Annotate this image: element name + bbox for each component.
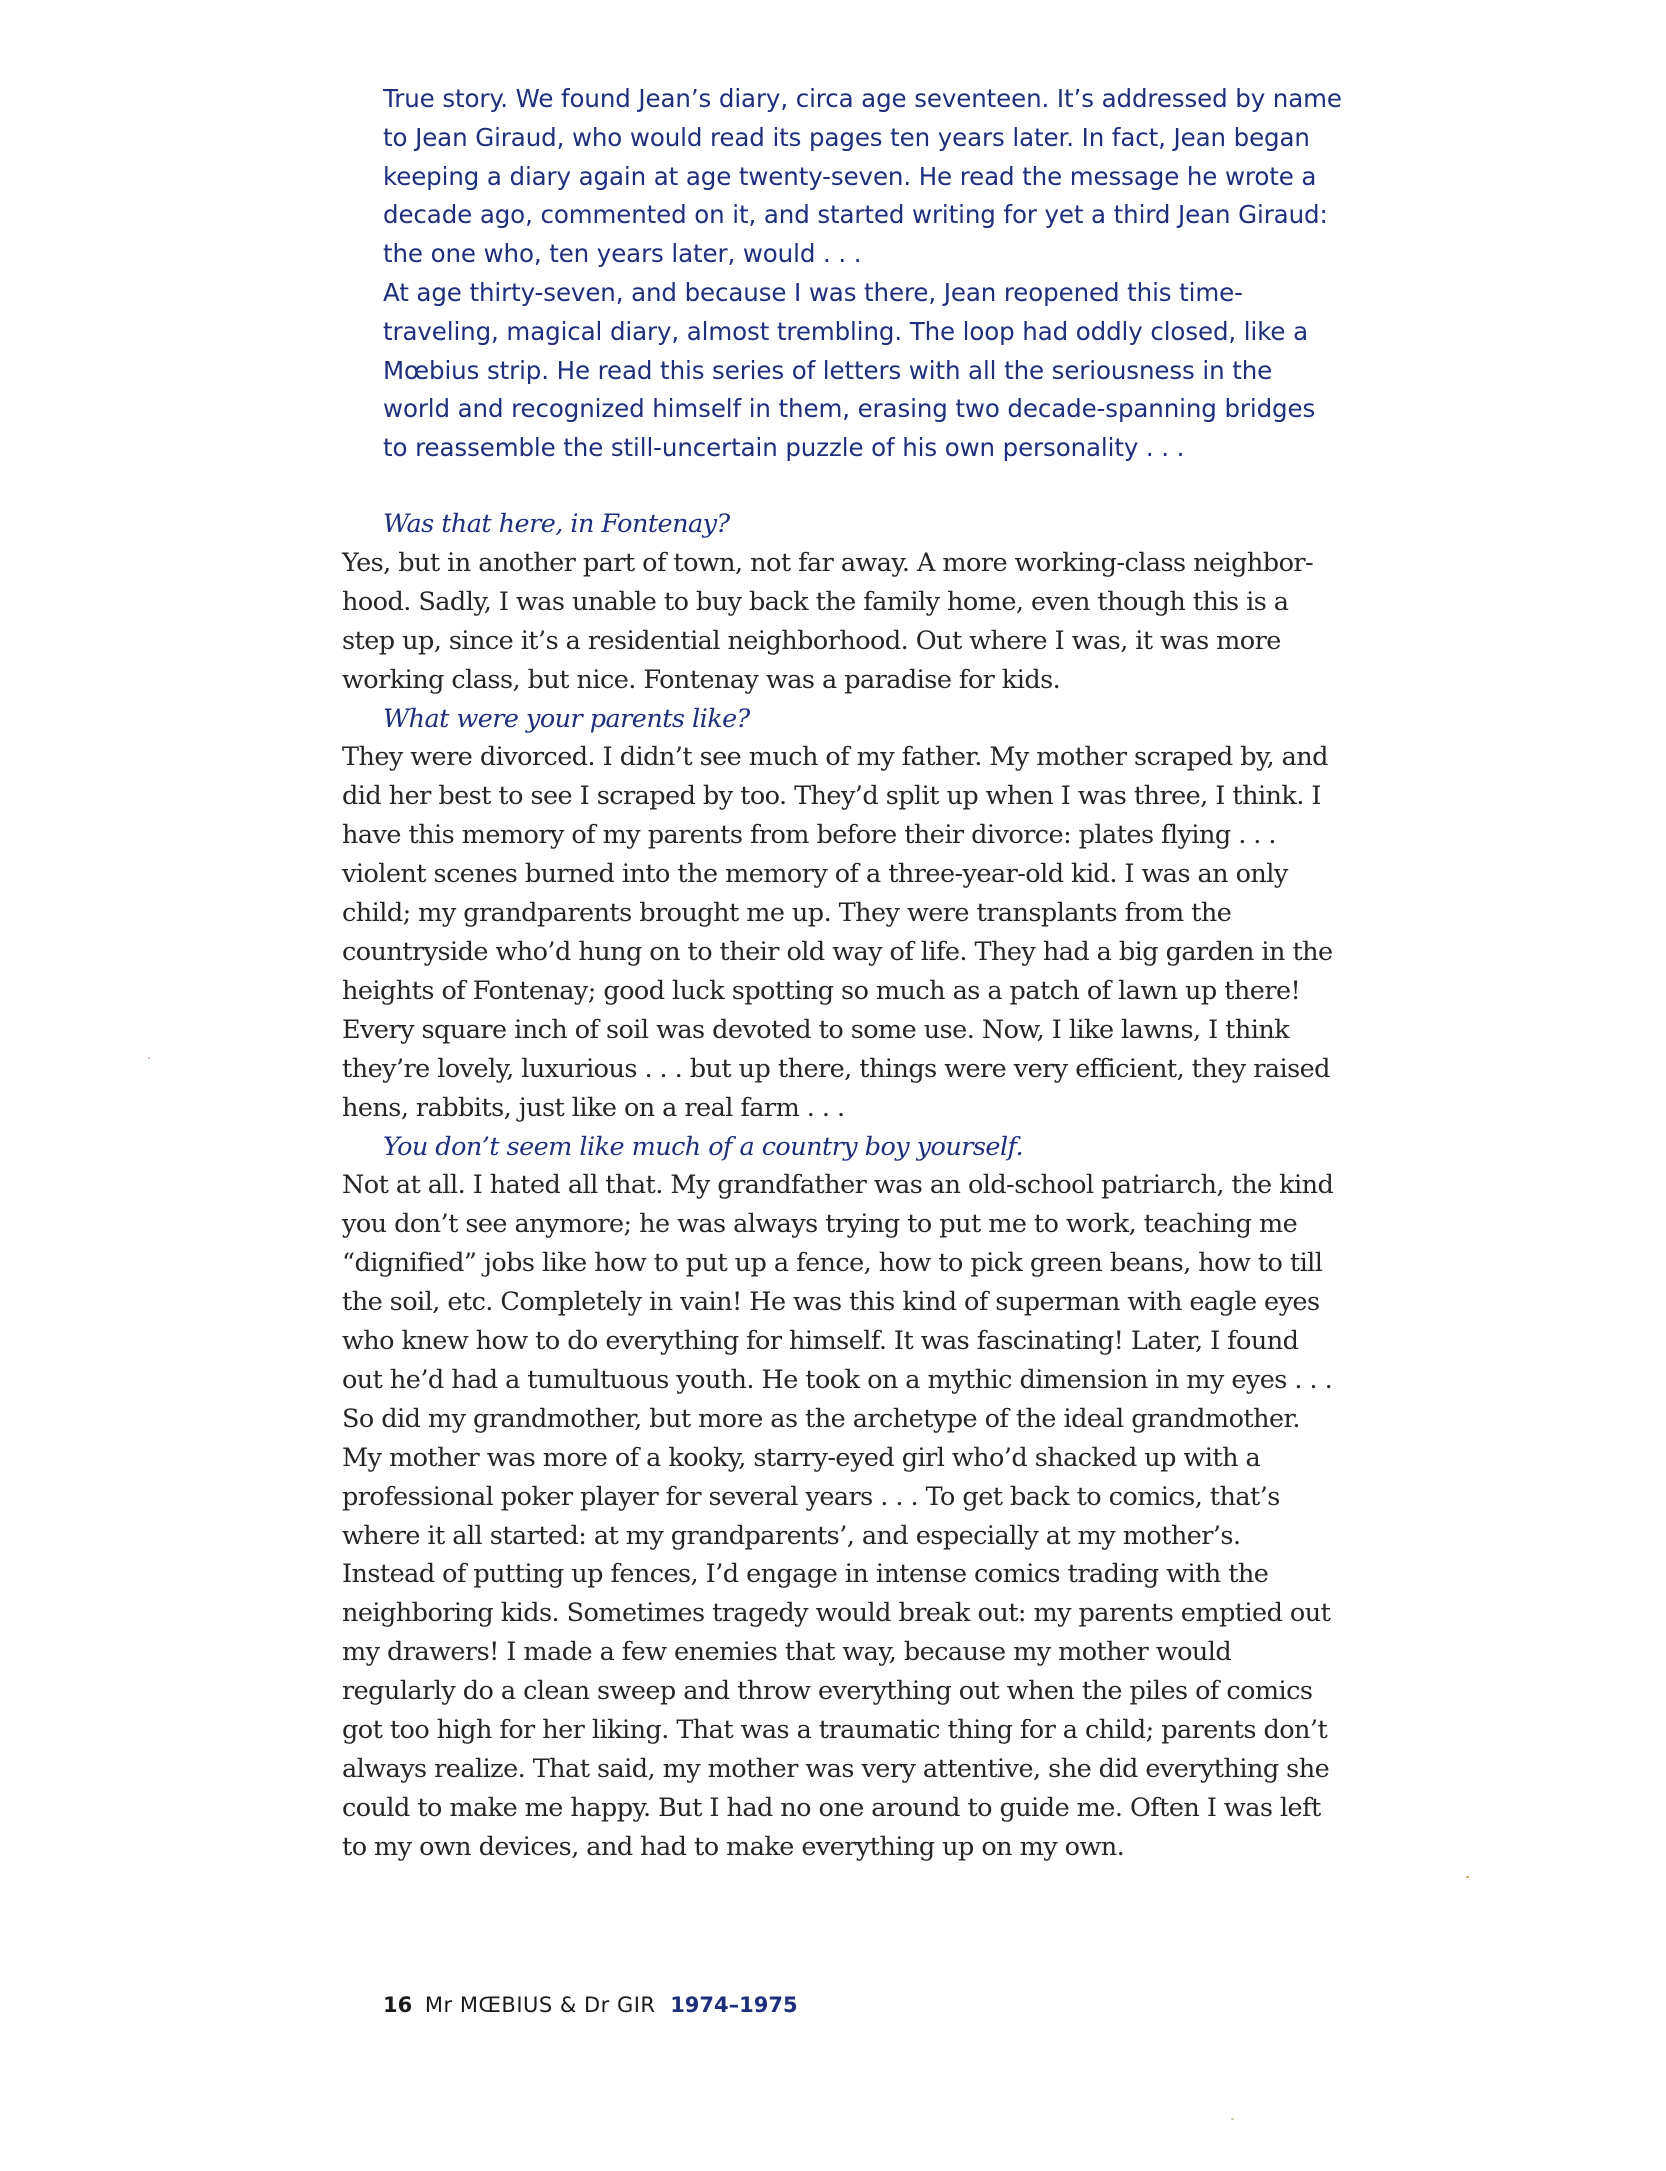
- sidebar-paragraph-2: At age thirty-seven, and because I was there, Jean reopened this time-traveling, magical diary, almost trembling. The loop had oddly closed, like a Mœbius strip. He read this series of letters with all the seriousness in the world and recognized himself in them, erasing two decade-spanning bridges to reassemble the still-uncertain puzzle of his own personality . . .: [383, 277, 1316, 463]
- interview-body: [342, 505, 1338, 1867]
- interview-question-2: What were your parents like?: [383, 703, 750, 734]
- book-title: Mr MŒBIUS & Dr GIR: [424, 1993, 656, 2017]
- diary-sidebar-text: [383, 80, 1343, 468]
- book-years: 1974–1975: [670, 1993, 798, 2017]
- interview-answer-1: Yes, but in another part of town, not far away. A more working-class neighborhood. Sadly, I was unable to buy back the family home, even though this is a step up, since it’s a residential neighborhood. Out where I was, it was more working class, but nice. Fontenay was a paradise for kids.: [342, 547, 1314, 695]
- scan-speck: [1231, 2118, 1234, 2120]
- interview-answer-3: Not at all. I hated all that. My grandfather was an old-school patriarch, the kind you don’t see anymore; he was always trying to put me to work, teaching me “dignified” jobs like how to put up a fence, how to pick green beans, how to till the soil, etc. Completely in vain! He was this kind of superman with eagle eyes who knew how to do everything for himself. It was fascinating! Later, I found out he’d had a tumultuous youth. He took on a mythic dimension in my eyes . . . So did my grandmother, but more as the archetype of the ideal grandmother. My mother was more of a kooky, starry-eyed girl who’d shacked up with a professional poker player for several years . . . To get back to comics, that’s where it all started: at my grandparents’, and especially at my mother’s. Instead of putting up fences, I’d engage in intense comics trading with the neighboring kids. Sometimes tragedy would break out: my parents emptied out my drawers! I made a few enemies that way, because my mother would regularly do a clean sweep and throw everything out when the piles of comics got too high for her liking. That was a traumatic thing for a child; parents don’t always realize. That said, my mother was very attentive, she did everything she could to make me happy. But I had no one around to guide me. Often I was left to my own devices, and had to make everything up on my own.: [342, 1170, 1334, 1862]
- scan-speck: [1466, 1876, 1469, 1878]
- page-number: 16: [383, 1993, 413, 2017]
- sidebar-paragraph-1: True story. We found Jean’s diary, circa age seventeen. It’s addressed by name to Jean Giraud, who would read its pages ten years later. In fact, Jean began keeping a diary again at age twenty-seven. He read the message he wrote a decade ago, commented on it, and started writing for yet a third Jean Giraud: the one who, ten years later, would . . .: [383, 84, 1342, 269]
- scan-speck: [148, 1057, 150, 1059]
- interview-question-1: Was that here, in Fontenay?: [383, 509, 730, 539]
- interview-answer-2: They were divorced. I didn’t see much of my father. My mother scraped by, and did her best to see I scraped by too. They’d split up when I was three, I think. I have this memory of my parents from before their divorce: plates flying . . . violent scenes burned into the memory of a three-year-old kid. I was an only child; my grandparents brought me up. They were transplants from the countryside who’d hung on to their old way of life. They had a big garden in the heights of Fontenay; good luck spotting so much as a patch of lawn up there! Every square inch of soil was devoted to some use. Now, I like lawns, I think they’re lovely, luxurious . . . but up there, things were very efficient, they raised hens, rabbits, just like on a real farm . . .: [342, 742, 1333, 1123]
- page-footer: [383, 1991, 798, 2019]
- interview-question-3: You don’t seem like much of a country boy yourself.: [383, 1131, 1024, 1162]
